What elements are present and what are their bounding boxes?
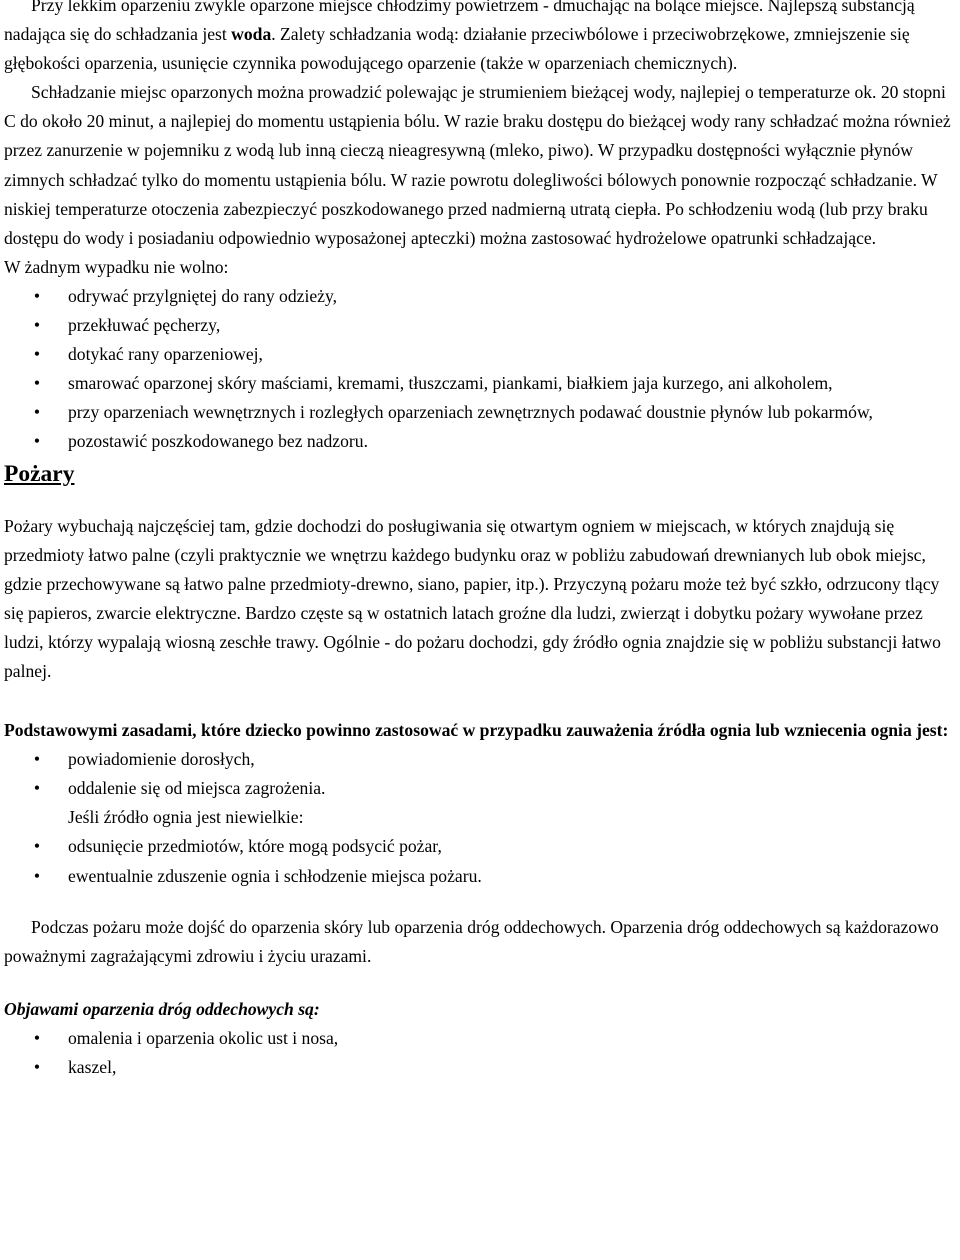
symptoms-list [4,1024,957,1082]
list-item-text: smarować oparzonej skóry maściami, kremami, tłuszczami, piankami, białkiem jaja kurzego, ani alkoholem, [68,373,833,394]
bullet-icon: • [33,1027,41,1048]
list-item-text: odrywać przylgniętej do rany odzieży, [68,285,338,306]
bullet-icon: • [33,749,41,770]
bullet-icon: • [33,431,41,452]
burns-paragraph-1-end: . Zalety schładzania wodą: działanie przeciwbólowe i przeciwobrzękowe, zmniejszenie się głębokości oparzenia, usunięcie czynnika powodującego oparzenie (także w oparzeniach chemicznych). [4,24,910,74]
bullet-icon: • [33,315,41,336]
bullet-icon: • [33,344,41,365]
burns-paragraph-1-start: Przy lekkim oparzeniu zwykle oparzone miejsce chłodzimy powietrzem - dmuchając na bolące miejsce. Najlepszą substancją nadająca się do schładzania jest [4,0,915,45]
rules-list [4,745,957,803]
list-item [4,774,957,803]
list-item [4,832,957,861]
bullet-icon: • [33,865,41,886]
list-item [4,862,957,891]
list-item [4,1024,957,1053]
bullet-icon: • [33,402,41,423]
list-item [4,282,957,311]
list-item-text: omalenia i oparzenia okolic ust i nosa, [68,1027,339,1048]
list-item [4,311,957,340]
forbidden-list [4,282,957,457]
rules-heading: Podstawowymi zasadami, które dziecko powinno zastosować w przypadku zauważenia źródła ognia lub wzniecenia ognia jest: [4,720,949,741]
bullet-icon: • [33,373,41,394]
list-item [4,1053,957,1082]
airway-burns-paragraph: Podczas pożaru może dojść do oparzenia skóry lub oparzenia dróg oddechowych. Oparzenia dróg oddechowych są każdorazowo poważnymi zagrażającymi zdrowiu i życiu urazami. [4,916,939,966]
forbidden-intro: W żadnym wypadku nie wolno: [4,256,229,277]
document-page [4,0,957,1082]
list-item [4,340,957,369]
bullet-icon: • [33,836,41,857]
small-source-note: Jeśli źródło ognia jest niewielkie: [68,807,304,828]
water-emphasis: woda [231,24,272,45]
list-item [4,398,957,427]
section-heading-fires: Pożary [4,460,75,487]
burns-paragraph-2: Schładzanie miejsc oparzonych można prowadzić polewając je strumieniem bieżącej wody, najlepiej o temperaturze ok. 20 stopni C do około 20 minut, a najlepiej do momentu ustąpienia bólu. W razie braku dostępu do bieżącej wody rany schładzać można również przez zanurzenie w pojemniku z wodą lub inną cieczą nieagresywną (mleko, piwo). W przypadku dostępności wyłącznie płynów zimnych schładzać tylko do momentu ustąpienia bólu. W razie powrotu dolegliwości bólowych ponownie rozpocząć schładzanie. W niskiej temperaturze otoczenia zabezpieczyć poszkodowanego przed nadmierną utratą ciepła. Po schłodzeniu wodą (lub przy braku dostępu do wody i posiadaniu odpowiednio wyposażonej apteczki) można zastosować hydrożelowe opatrunki schładzające. [4,82,951,248]
burns-paragraph-1 [4,0,957,78]
small-source-list [4,832,957,890]
list-item-text: przy oparzeniach wewnętrznych i rozległych oparzeniach zewnętrznych podawać doustnie płynów lub pokarmów, [68,402,873,423]
bullet-icon: • [33,285,41,306]
list-item-text: oddalenie się od miejsca zagrożenia. [68,778,326,799]
bullet-icon: • [33,778,41,799]
list-item-text: przekłuwać pęcherzy, [68,315,221,336]
list-item-text: powiadomienie dorosłych, [68,749,255,770]
bullet-icon: • [33,1057,41,1077]
list-item [4,427,957,456]
symptoms-heading: Objawami oparzenia dróg oddechowych są: [4,998,320,1019]
list-item-text: kaszel, [68,1057,117,1077]
list-item-text: pozostawić poszkodowanego bez nadzoru. [68,431,368,452]
list-item-text: dotykać rany oparzeniowej, [68,344,263,365]
list-item-text: odsunięcie przedmiotów, które mogą podsycić pożar, [68,836,442,857]
list-item [4,369,957,398]
list-item-text: ewentualnie zduszenie ognia i schłodzenie miejsca pożaru. [68,865,482,886]
fires-intro-paragraph: Pożary wybuchają najczęściej tam, gdzie dochodzi do posługiwania się otwartym ogniem w miejscach, w których znajdują się przedmioty łatwo palne (czyli praktycznie we wnętrzu każdego budynku oraz w pobliżu zabudowań drewnianych lub obok miejsc, gdzie przechowywane są łatwo palne przedmioty-drewno, siano, papier, itp.). Przyczyną pożaru może też być szkło, odrzucony tlący się papieros, zwarcie elektryczne. Bardzo częste są w ostatnich latach groźne dla ludzi, zwierząt i dobytku pożary wywołane przez ludzi, którzy wypalają wiosną zeschłe trawy. Ogólnie - do pożaru dochodzi, gdy źródło ognia znajdzie się w pobliżu substancji łatwo palnej. [4,515,941,681]
list-item [4,745,957,774]
